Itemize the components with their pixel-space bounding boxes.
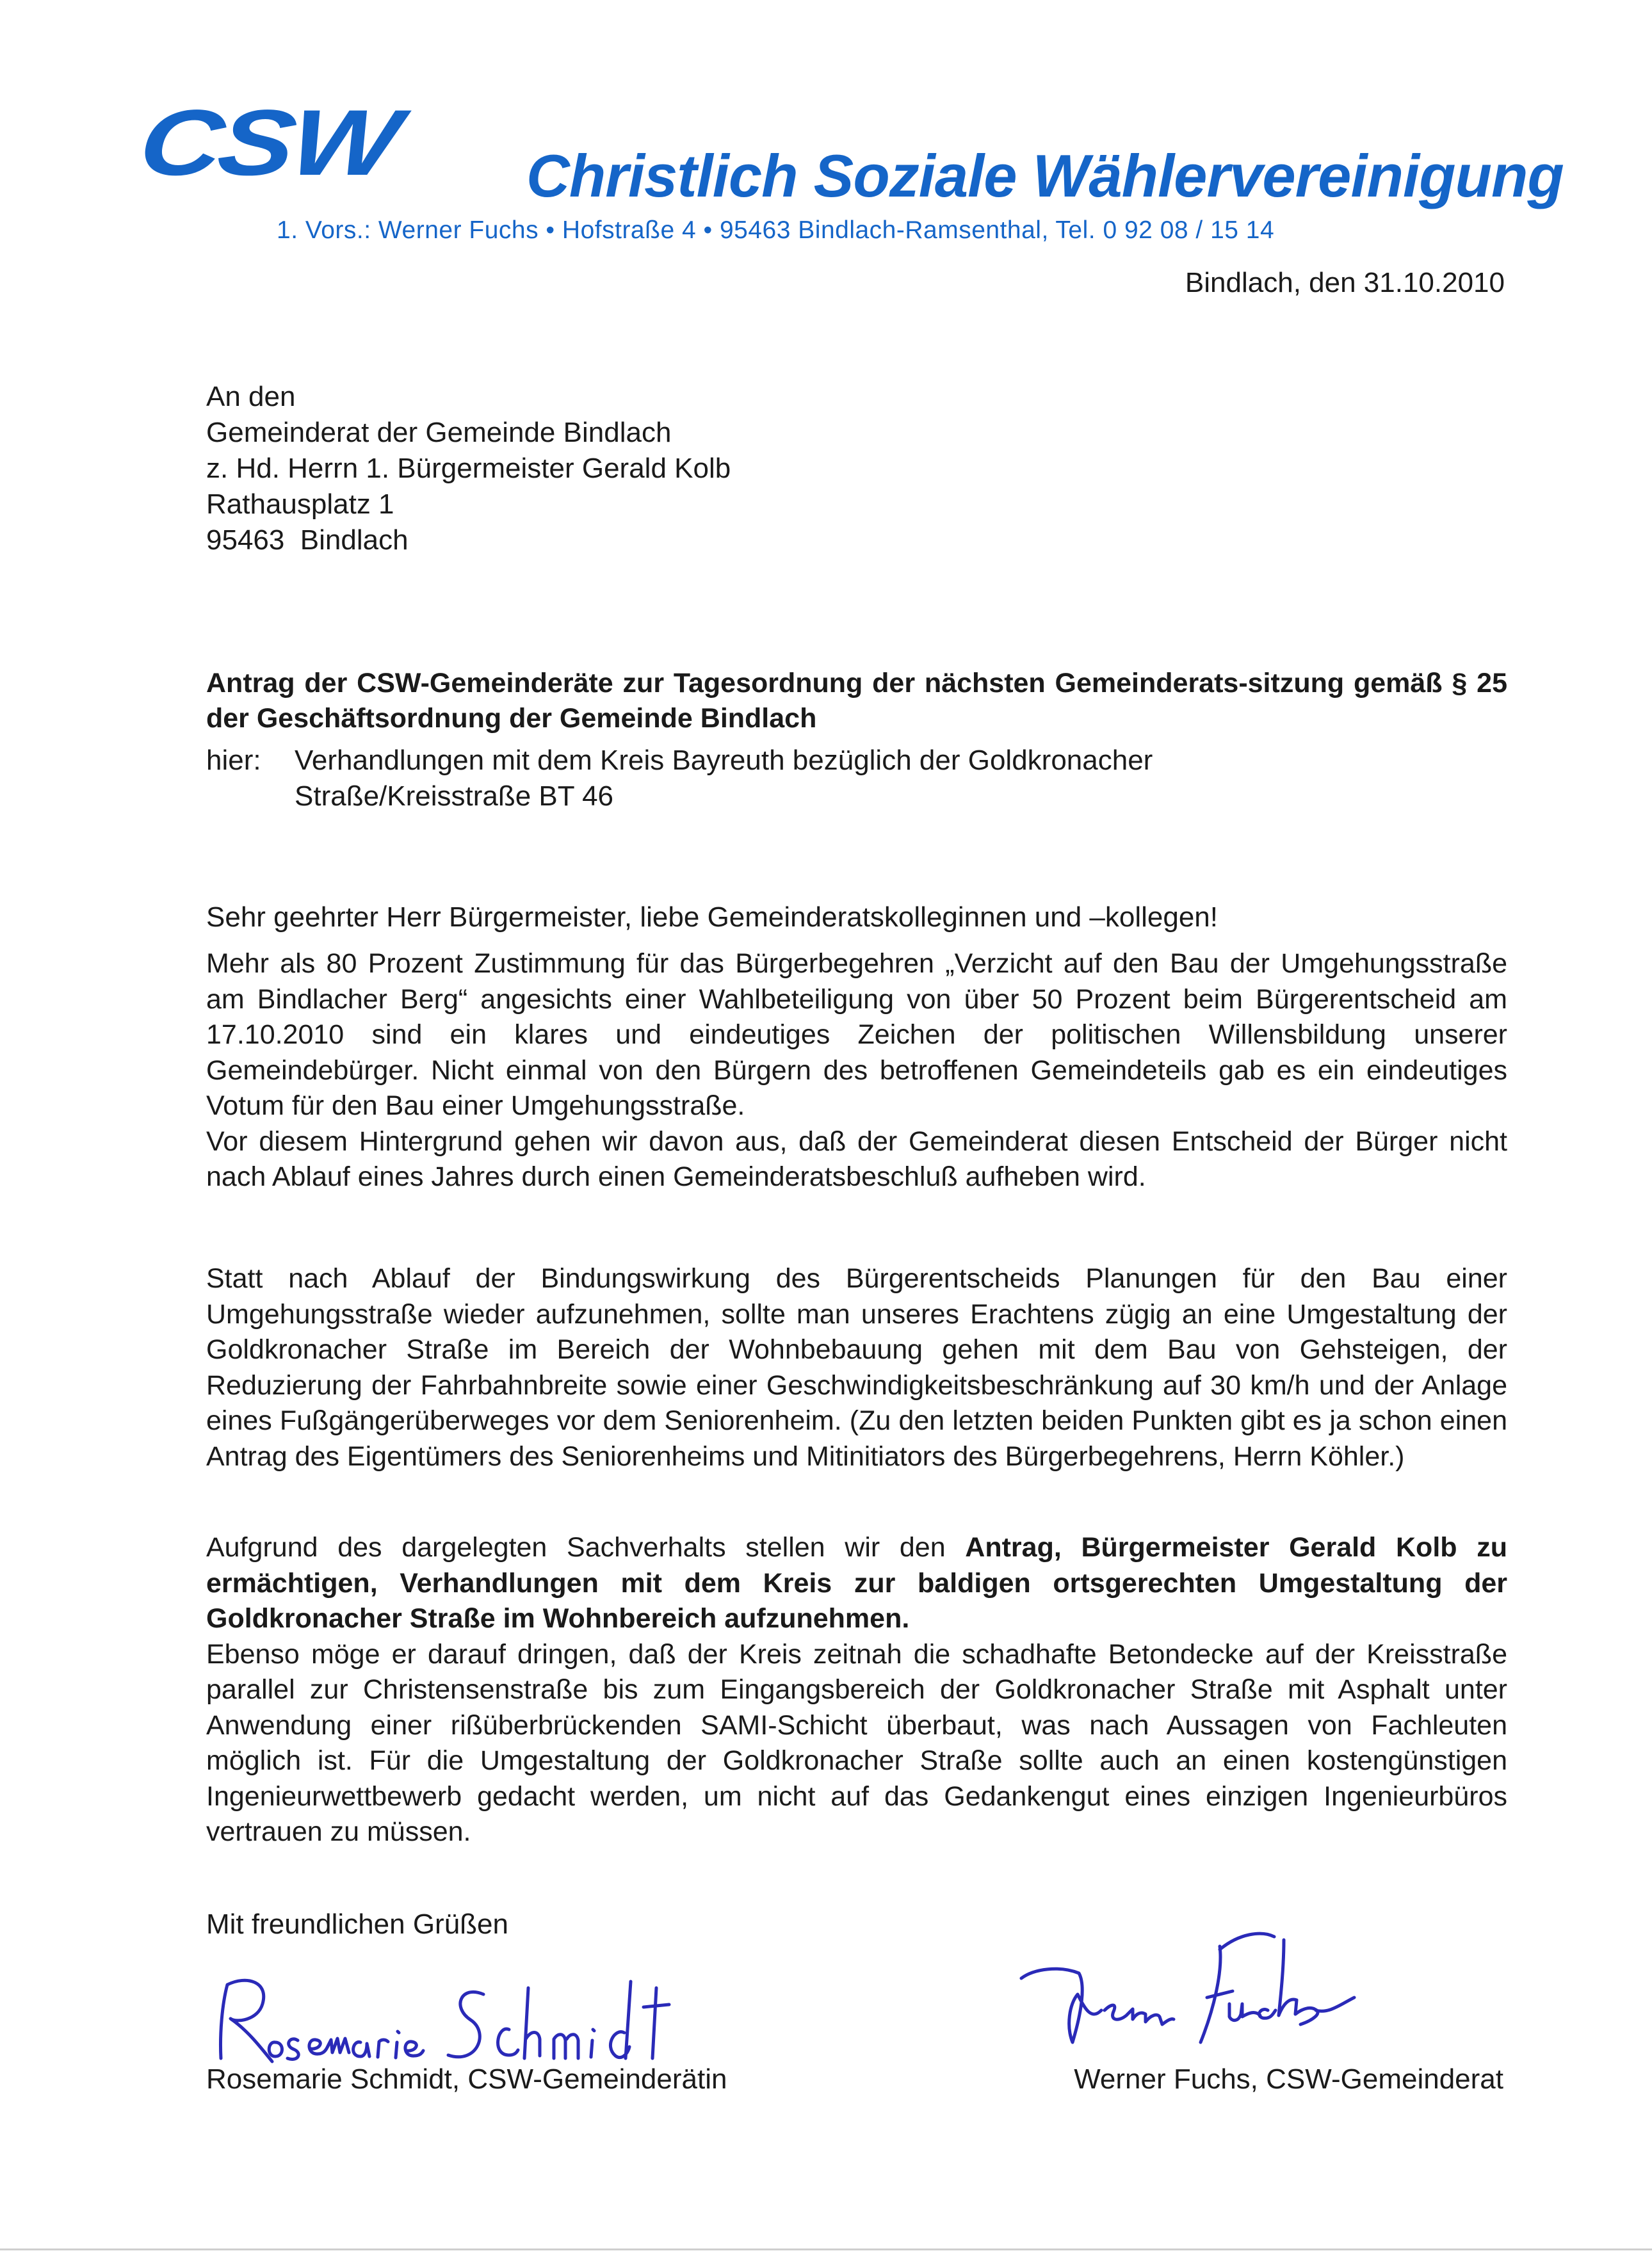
body-text: Ebenso möge er darauf dringen, daß der Kreis zeitnah die schadhafte Betondecke auf der Kreisstraße parallel zur Christensenstraße bis zum Eingangsbereich der Goldkronacher Straße mit Asphalt unter Anwendung einer rißüberbrückenden SAMI-Schicht überbaut, was nach Aussagen von Fachleuten möglich ist. Für die Umgestaltung der Goldkronacher Straße sollte auch an einen kostengünstigen Ingenieurwettbewerb gedacht werden, um nicht auf das Gedankengut eines einzigen Ingenieurbüros vertrauen zu müssen. bbox=[206, 1638, 1507, 1847]
body-text bbox=[206, 1530, 1507, 1637]
recipient-line: Rathausplatz 1 bbox=[206, 488, 394, 520]
page-edge-divider bbox=[0, 2248, 1652, 2250]
subject-hier-text bbox=[295, 743, 1511, 814]
recipient-line: An den bbox=[206, 381, 296, 412]
body-text: Mehr als 80 Prozent Zustimmung für das Bürgerbegehren „Verzicht auf den Bau der Umgehungsstraße am Bindlacher Berg“ angesichts einer Wahlbeteiligung von über 50 Prozent beim Bürgerentscheid am 17.10.2010 sind ein klares und eindeutiges Zeichen der politischen Willensbildung unserer Gemeindebürger. Nicht einmal von den Bürgern des betroffenen Gemeindeteils gab es ein eindeutiges Votum für den Bau einer Umgehungsstraße. bbox=[206, 948, 1507, 1121]
closing-greeting: Mit freundlichen Grüßen bbox=[206, 1909, 508, 1940]
recipient-line: 95463 Bindlach bbox=[206, 524, 409, 556]
csw-logo: CSW bbox=[133, 90, 403, 195]
body-text: Vor diesem Hintergrund gehen wir davon aus, daß der Gemeinderat diesen Entscheid der Bürger nicht nach Ablauf eines Jahres durch einen Gemeinderatsbeschluß aufheben wird. bbox=[206, 1126, 1507, 1192]
subject-hier-line: Verhandlungen mit dem Kreis Bayreuth bezüglich der Goldkronacher bbox=[295, 745, 1153, 776]
signature-werner-fuchs bbox=[1008, 1914, 1367, 2062]
subject-hier-label: hier: bbox=[206, 745, 261, 776]
organization-name: Christlich Soziale Wählervereinigung bbox=[526, 142, 1564, 209]
body-text: Statt nach Ablauf der Bindungswirkung des Bürgerentscheids Planungen für den Bau einer Umgehungsstraße wieder aufzunehmen, sollte man unseres Erachtens zügig an eine Umgestaltung der Goldkronacher Straße im Bereich der Wohnbebauung gehen mit dem Bau von Gehsteigen, der Reduzierung der Fahrbahnbreite sowie einer Geschwindigkeitsbeschränkung auf 30 km/h und der Anlage eines Fußgängerüberweges vor dem Seniorenheim. (Zu den letzten beiden Punkten gibt es ja schon einen Antrag des Eigentümers des Seniorenheims und Mitinitiators des Bürgerbegehrens, Herrn Köhler.) bbox=[206, 1263, 1507, 1472]
recipient-line: Gemeinderat der Gemeinde Bindlach bbox=[206, 417, 672, 448]
body-paragraph-2 bbox=[206, 1261, 1507, 1474]
recipient-line: z. Hd. Herrn 1. Bürgermeister Gerald Kolb bbox=[206, 453, 731, 484]
body-paragraph-3 bbox=[206, 1530, 1507, 1850]
subject-hier-line: Straße/Kreisstraße BT 46 bbox=[295, 780, 614, 812]
letter-date: Bindlach, den 31.10.2010 bbox=[1185, 267, 1505, 298]
recipient-address bbox=[206, 379, 731, 558]
body-paragraph-1 bbox=[206, 946, 1507, 1195]
signer-name-right: Werner Fuchs, CSW-Gemeinderat bbox=[1074, 2063, 1503, 2095]
subject-title: Antrag der CSW-Gemeinderäte zur Tagesordnung der nächsten Gemeinderats-sitzung gemäß § 25 der Geschäftsordnung der Gemeinde Bindlach bbox=[206, 668, 1507, 734]
organization-address: 1. Vors.: Werner Fuchs • Hofstraße 4 • 95463 Bindlach-Ramsenthal, Tel. 0 92 08 / 15 14 bbox=[277, 216, 1275, 244]
signature-rosemarie-schmidt bbox=[208, 1969, 695, 2071]
request-bold-text: Antrag, Bürgermeister Gerald Kolb zu ermächtigen, Verhandlungen mit dem Kreis zur baldigen ortsgerechten Umgestaltung der Goldkronacher Straße im Wohnbereich aufzunehmen. bbox=[206, 1532, 1507, 1634]
signer-name-left: Rosemarie Schmidt, CSW-Gemeinderätin bbox=[206, 2063, 727, 2095]
request-intro: Aufgrund des dargelegten Sachverhalts stellen wir den bbox=[206, 1532, 966, 1563]
salutation: Sehr geehrter Herr Bürgermeister, liebe Gemeinderatskolleginnen und –kollegen! bbox=[206, 901, 1219, 933]
